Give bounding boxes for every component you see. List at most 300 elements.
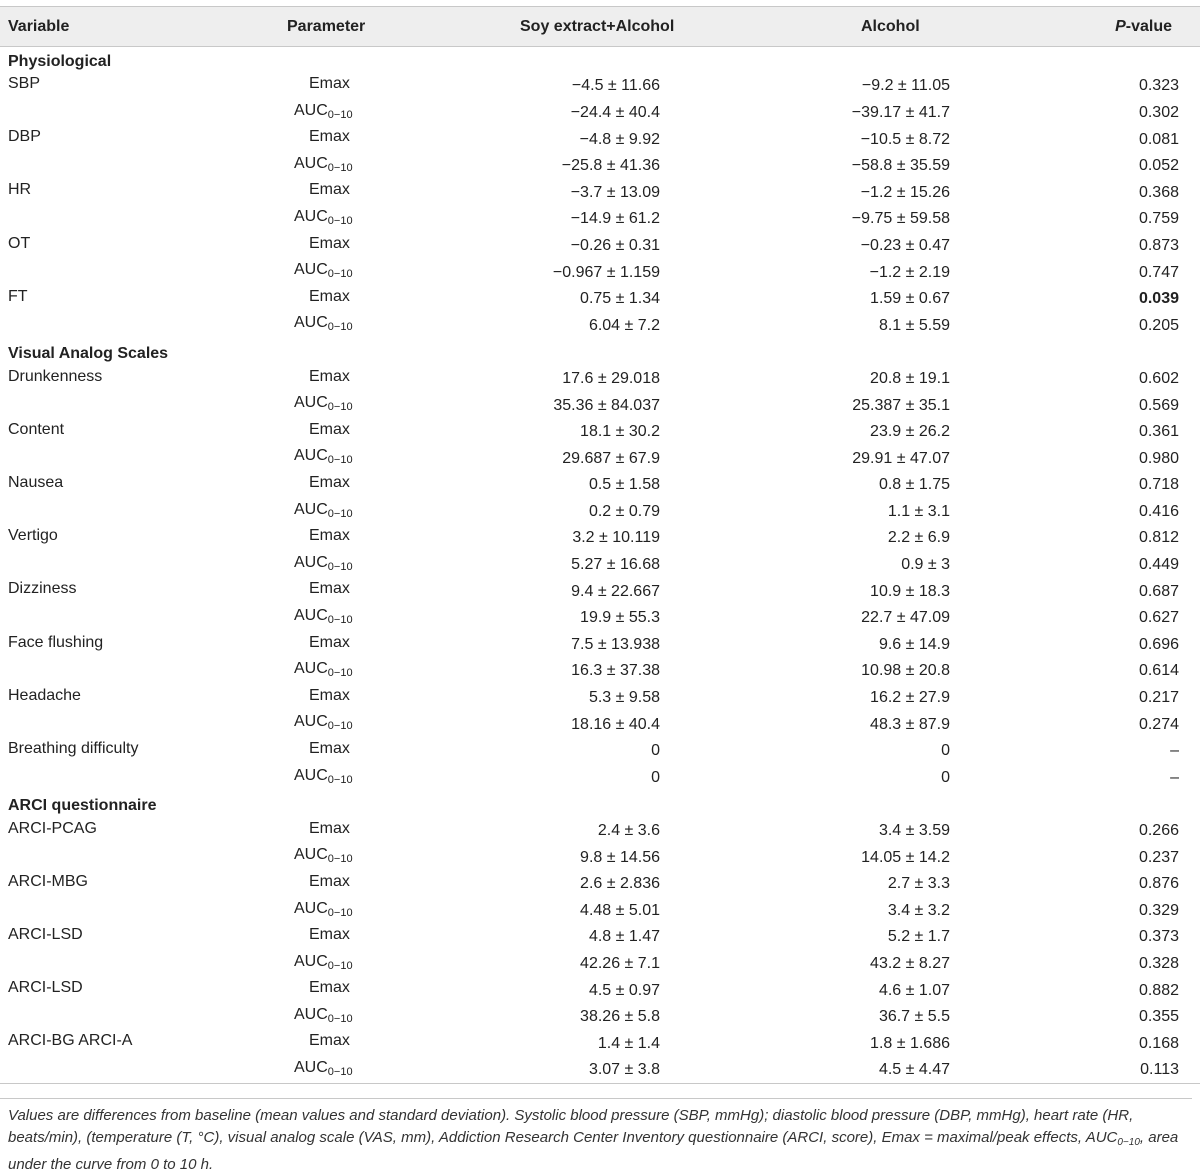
- value-alcohol-text: 29.91 ± 47.07: [852, 449, 950, 467]
- value-soy: [402, 445, 802, 472]
- auc-base: AUC: [294, 394, 328, 412]
- parameter-auc: [262, 499, 402, 526]
- value-alcohol: [802, 499, 1042, 526]
- auc-sub: 0−10: [327, 906, 353, 919]
- table-row: [0, 711, 1200, 738]
- auc-base: AUC: [294, 713, 328, 731]
- variable-empty: [0, 951, 262, 978]
- variable-name: OT: [8, 234, 31, 252]
- parameter-auc: [262, 153, 402, 180]
- section-row: [0, 47, 1200, 74]
- value-soy: [402, 738, 802, 765]
- auc-sub: 0−10: [327, 613, 353, 626]
- value-p: 0.759: [1138, 210, 1179, 228]
- value-soy-text: 35.36 ± 84.037: [553, 396, 660, 414]
- value-soy-text: 4.5 ± 0.97: [588, 981, 660, 999]
- variable-name: Headache: [8, 686, 81, 704]
- value-soy: [402, 73, 802, 100]
- variable-name: SBP: [8, 75, 41, 93]
- value-p: 0.329: [1138, 901, 1179, 919]
- value-p: –: [1170, 742, 1179, 760]
- value-soy: [402, 1057, 802, 1084]
- value-soy-text: −25.8 ± 41.36: [561, 157, 660, 175]
- value-p: 0.687: [1138, 582, 1179, 600]
- table-row: [0, 259, 1200, 286]
- value-soy-text: 3.2 ± 10.119: [572, 529, 660, 547]
- value-p: 0.052: [1138, 157, 1179, 175]
- header-p-rest: -value: [1125, 17, 1172, 35]
- variable-empty: [0, 765, 262, 792]
- value-p: 0.980: [1138, 449, 1179, 467]
- value-alcohol: [802, 126, 1042, 153]
- value-alcohol-text: 9.6 ± 14.9: [878, 635, 950, 653]
- auc-base: AUC: [294, 208, 328, 226]
- auc-base: AUC: [294, 846, 328, 864]
- value-alcohol-text: 25.387 ± 35.1: [852, 396, 950, 414]
- value-alcohol-text: 3.4 ± 3.59: [878, 822, 950, 840]
- value-soy-text: 16.3 ± 37.38: [571, 662, 660, 680]
- value-alcohol: [802, 765, 1042, 792]
- value-p: 0.081: [1138, 130, 1179, 148]
- parameter-auc: [262, 765, 402, 792]
- variable-name: FT: [8, 287, 28, 305]
- value-soy: [402, 259, 802, 286]
- value-alcohol-text: −10.5 ± 8.72: [860, 130, 950, 148]
- value-alcohol-text: 23.9 ± 26.2: [870, 423, 950, 441]
- parameter-emax: Emax: [309, 474, 350, 491]
- value-soy-text: −14.9 ± 61.2: [570, 210, 660, 228]
- value-soy-text: −4.5 ± 11.66: [571, 77, 660, 95]
- variable-name: Vertigo: [8, 527, 58, 545]
- auc-base: AUC: [294, 500, 328, 518]
- value-p: 0.569: [1138, 396, 1179, 414]
- header-variable: Variable: [0, 7, 262, 47]
- value-alcohol-text: 36.7 ± 5.5: [878, 1008, 950, 1026]
- variable-empty: [0, 1004, 262, 1031]
- auc-base: AUC: [294, 952, 328, 970]
- table-row: [0, 924, 1200, 951]
- value-alcohol-text: 0.9 ± 3: [901, 556, 950, 574]
- value-alcohol-text: 1.1 ± 3.1: [887, 502, 950, 520]
- value-p: 0.876: [1138, 875, 1179, 893]
- section-row: [0, 339, 1200, 366]
- table-row: [0, 898, 1200, 925]
- footnote-auc: [1086, 1129, 1140, 1146]
- value-alcohol-text: 22.7 ± 47.09: [861, 609, 950, 627]
- parameter-auc: [262, 1004, 402, 1031]
- parameter-auc: [262, 951, 402, 978]
- parameter-emax: Emax: [309, 872, 350, 890]
- value-alcohol: [802, 179, 1042, 206]
- table-row: [0, 73, 1200, 100]
- value-soy-text: 29.687 ± 67.9: [562, 449, 660, 467]
- parameter-emax: Emax: [309, 979, 350, 997]
- parameter-auc: [262, 100, 402, 127]
- auc-base: AUC: [294, 606, 328, 624]
- value-soy: [402, 632, 802, 659]
- value-p: 0.449: [1138, 556, 1179, 574]
- value-soy-text: −24.4 ± 40.4: [570, 103, 660, 121]
- table-row: [0, 153, 1200, 180]
- auc-sub: 0−10: [327, 268, 353, 281]
- table-row: [0, 578, 1200, 605]
- variable-name: HR: [8, 181, 32, 199]
- parameter-emax: Emax: [309, 819, 350, 837]
- value-alcohol: [802, 711, 1042, 738]
- auc-base: AUC: [294, 101, 328, 119]
- value-soy-text: 6.04 ± 7.2: [588, 316, 660, 334]
- value-soy: [402, 658, 802, 685]
- value-alcohol: [802, 898, 1042, 925]
- value-alcohol: [802, 1030, 1042, 1057]
- value-alcohol: [802, 605, 1042, 632]
- value-soy-text: 7.5 ± 13.938: [571, 635, 660, 653]
- table-row: [0, 1004, 1200, 1031]
- auc-sub: 0−10: [327, 321, 353, 334]
- value-p: 0.416: [1138, 502, 1179, 520]
- parameter-auc: [262, 844, 402, 871]
- value-alcohol-text: 8.1 ± 5.59: [878, 316, 950, 334]
- value-alcohol-text: −9.75 ± 59.58: [851, 210, 950, 228]
- table-row: [0, 765, 1200, 792]
- parameter-auc: [262, 1057, 402, 1084]
- variable-empty: [0, 552, 262, 579]
- value-alcohol-text: 2.7 ± 3.3: [887, 875, 950, 893]
- value-p: 0.205: [1138, 316, 1179, 334]
- table-body: [0, 47, 1200, 1084]
- value-p: 0.696: [1138, 635, 1179, 653]
- value-alcohol: [802, 1057, 1042, 1084]
- value-alcohol: [802, 844, 1042, 871]
- value-soy: [402, 578, 802, 605]
- value-p: 0.718: [1138, 476, 1179, 494]
- value-p: 0.373: [1138, 928, 1179, 946]
- value-soy: [402, 499, 802, 526]
- value-alcohol-text: −9.2 ± 11.05: [861, 77, 950, 95]
- table-row: [0, 738, 1200, 765]
- section-row: [0, 791, 1200, 818]
- value-alcohol: [802, 100, 1042, 127]
- auc-sub: 0−10: [327, 108, 353, 121]
- value-p: 0.323: [1138, 77, 1179, 95]
- parameter-emax: Emax: [309, 234, 350, 252]
- parameter-emax: Emax: [309, 420, 350, 438]
- parameter-emax: Emax: [309, 75, 350, 93]
- value-p: 0.627: [1138, 609, 1179, 627]
- value-p: 0.274: [1138, 715, 1179, 733]
- parameter-emax: Emax: [309, 181, 350, 199]
- value-alcohol-text: 14.05 ± 14.2: [861, 848, 950, 866]
- value-soy-text: 18.16 ± 40.4: [571, 715, 660, 733]
- table-row: [0, 685, 1200, 712]
- auc-base: AUC: [294, 314, 328, 332]
- value-alcohol-text: −39.17 ± 41.7: [851, 103, 950, 121]
- value-alcohol: [802, 977, 1042, 1004]
- value-p: 0.882: [1138, 981, 1179, 999]
- auc-sub: 0−10: [327, 720, 353, 733]
- value-alcohol-text: 5.2 ± 1.7: [887, 928, 950, 946]
- variable-empty: [0, 312, 262, 339]
- variable-name: ARCI-BG ARCI-A: [8, 1032, 133, 1050]
- table-row: [0, 366, 1200, 393]
- value-soy-text: −0.967 ± 1.159: [552, 263, 660, 281]
- value-soy: [402, 1004, 802, 1031]
- value-soy-text: 5.27 ± 16.68: [571, 556, 660, 574]
- auc-sub: 0−10: [327, 773, 353, 786]
- value-p: 0.812: [1138, 529, 1179, 547]
- variable-empty: [0, 658, 262, 685]
- parameter-auc: [262, 445, 402, 472]
- value-alcohol: [802, 233, 1042, 260]
- value-p: 0.368: [1138, 183, 1179, 201]
- value-alcohol: [802, 312, 1042, 339]
- value-soy-text: 2.6 ± 2.836: [580, 875, 660, 893]
- parameter-emax: Emax: [309, 739, 350, 757]
- value-soy: [402, 233, 802, 260]
- parameter-auc: [262, 658, 402, 685]
- variable-empty: [0, 153, 262, 180]
- value-soy: [402, 100, 802, 127]
- footnote-auc-sub: 0−10: [1117, 1137, 1140, 1148]
- value-soy: [402, 898, 802, 925]
- table-row: [0, 871, 1200, 898]
- value-p: 0.355: [1138, 1008, 1179, 1026]
- auc-base: AUC: [294, 899, 328, 917]
- auc-sub: 0−10: [327, 454, 353, 467]
- value-alcohol: [802, 286, 1042, 313]
- value-alcohol: [802, 552, 1042, 579]
- footnote-text-2: , area under the curve from 0 to 10 h.: [8, 1129, 1179, 1173]
- value-alcohol: [802, 951, 1042, 978]
- table-row: [0, 605, 1200, 632]
- header-alcohol: Alcohol: [802, 7, 1042, 47]
- value-soy-text: 0.75 ± 1.34: [580, 290, 660, 308]
- value-alcohol: [802, 632, 1042, 659]
- value-alcohol: [802, 871, 1042, 898]
- table-row: [0, 126, 1200, 153]
- value-alcohol-text: 48.3 ± 87.9: [870, 715, 950, 733]
- parameter-auc: [262, 206, 402, 233]
- parameter-emax: Emax: [309, 633, 350, 651]
- value-p: 0.039: [1138, 290, 1179, 308]
- auc-sub: 0−10: [327, 853, 353, 866]
- variable-name: Dizziness: [8, 580, 77, 598]
- value-soy-text: −3.7 ± 13.09: [570, 183, 660, 201]
- value-soy: [402, 472, 802, 499]
- value-alcohol-text: 16.2 ± 27.9: [870, 689, 950, 707]
- variable-empty: [0, 605, 262, 632]
- header-p-italic: P: [1115, 17, 1126, 35]
- value-alcohol-text: 20.8 ± 19.1: [870, 369, 950, 387]
- value-soy-text: 0: [651, 768, 660, 786]
- table-row: [0, 1057, 1200, 1084]
- value-alcohol-text: 0.8 ± 1.75: [878, 476, 950, 494]
- parameter-emax: Emax: [309, 367, 350, 385]
- value-p: 0.217: [1138, 689, 1179, 707]
- table-row: [0, 472, 1200, 499]
- value-soy: [402, 552, 802, 579]
- value-soy-text: 0.5 ± 1.58: [588, 476, 660, 494]
- variable-name: Nausea: [8, 474, 64, 491]
- value-soy: [402, 179, 802, 206]
- table-row: [0, 419, 1200, 446]
- auc-sub: 0−10: [327, 667, 353, 680]
- value-soy: [402, 286, 802, 313]
- value-soy-text: 9.4 ± 22.667: [571, 582, 660, 600]
- value-alcohol: [802, 658, 1042, 685]
- parameter-auc: [262, 898, 402, 925]
- value-soy: [402, 419, 802, 446]
- table-row: [0, 658, 1200, 685]
- value-soy-text: 0: [651, 742, 660, 760]
- value-p: 0.237: [1138, 848, 1179, 866]
- value-soy-text: 19.9 ± 55.3: [580, 609, 660, 627]
- parameter-auc: [262, 605, 402, 632]
- value-soy: [402, 871, 802, 898]
- table-row: [0, 392, 1200, 419]
- variable-name: ARCI-LSD: [8, 979, 83, 997]
- table-row: [0, 951, 1200, 978]
- value-alcohol-text: −1.2 ± 15.26: [860, 183, 950, 201]
- auc-sub: 0−10: [327, 215, 353, 228]
- table-row: [0, 286, 1200, 313]
- parameter-auc: [262, 711, 402, 738]
- variable-name: DBP: [8, 128, 41, 146]
- auc-base: AUC: [294, 1005, 328, 1023]
- value-soy: [402, 525, 802, 552]
- parameter-emax: Emax: [309, 128, 350, 146]
- value-alcohol-text: 0: [941, 768, 950, 786]
- parameter-emax: Emax: [309, 926, 350, 944]
- value-alcohol-text: 4.6 ± 1.07: [878, 981, 950, 999]
- value-alcohol: [802, 472, 1042, 499]
- value-soy-text: −0.26 ± 0.31: [570, 236, 660, 254]
- value-alcohol-text: 1.59 ± 0.67: [870, 290, 950, 308]
- table-row: [0, 499, 1200, 526]
- value-p: 0.328: [1138, 954, 1179, 972]
- auc-sub: 0−10: [327, 1012, 353, 1025]
- table-row: [0, 312, 1200, 339]
- table-row: [0, 818, 1200, 845]
- footnote-text-1: Values are differences from baseline (mean values and standard deviation). Systolic blood pressure (SBP, mmHg); diastolic blood pressure (DBP, mmHg), heart rate (HR, beats/min), (temperature (T, °C), visual analog scale (VAS, mm), Addiction Research Center Inventory questionnaire (ARCI, score), Emax = maximal/peak effects,: [8, 1107, 1134, 1146]
- auc-sub: 0−10: [327, 1066, 353, 1079]
- value-alcohol: [802, 525, 1042, 552]
- header-p-value: [1042, 7, 1200, 47]
- value-alcohol: [802, 206, 1042, 233]
- value-alcohol-text: 2.2 ± 6.9: [887, 529, 950, 547]
- variable-empty: [0, 711, 262, 738]
- variable-empty: [0, 1057, 262, 1084]
- value-soy: [402, 312, 802, 339]
- value-alcohol-text: 4.5 ± 4.47: [878, 1061, 950, 1079]
- auc-base: AUC: [294, 447, 328, 465]
- value-alcohol-text: −0.23 ± 0.47: [860, 236, 950, 254]
- value-alcohol-text: 43.2 ± 8.27: [870, 954, 950, 972]
- value-alcohol: [802, 738, 1042, 765]
- value-p: 0.873: [1138, 236, 1179, 254]
- table-row: [0, 632, 1200, 659]
- table-row: [0, 1030, 1200, 1057]
- value-soy-text: 3.07 ± 3.8: [588, 1061, 660, 1079]
- header-parameter: Parameter: [262, 7, 402, 47]
- value-alcohol-text: 3.4 ± 3.2: [887, 901, 950, 919]
- value-p: 0.266: [1138, 822, 1179, 840]
- table-row: [0, 525, 1200, 552]
- auc-sub: 0−10: [327, 401, 353, 414]
- value-soy: [402, 977, 802, 1004]
- value-soy: [402, 711, 802, 738]
- value-p: 0.747: [1138, 263, 1179, 281]
- value-soy-text: 17.6 ± 29.018: [562, 369, 660, 387]
- parameter-auc: [262, 392, 402, 419]
- value-soy: [402, 685, 802, 712]
- variable-empty: [0, 445, 262, 472]
- auc-base: AUC: [294, 261, 328, 279]
- value-p: 0.168: [1138, 1034, 1179, 1052]
- value-soy: [402, 765, 802, 792]
- value-alcohol-text: 0: [941, 742, 950, 760]
- value-soy-text: 2.4 ± 3.6: [597, 822, 660, 840]
- value-alcohol: [802, 419, 1042, 446]
- value-soy-text: −4.8 ± 9.92: [579, 130, 660, 148]
- value-soy: [402, 1030, 802, 1057]
- parameter-auc: [262, 259, 402, 286]
- auc-base: AUC: [294, 660, 328, 678]
- value-alcohol: [802, 924, 1042, 951]
- table-row: [0, 552, 1200, 579]
- variable-empty: [0, 259, 262, 286]
- value-p: 0.302: [1138, 103, 1179, 121]
- parameter-auc: [262, 552, 402, 579]
- value-soy-text: 9.8 ± 14.56: [580, 848, 660, 866]
- value-soy-text: 4.48 ± 5.01: [580, 901, 660, 919]
- value-soy: [402, 153, 802, 180]
- section-title: ARCI questionnaire: [8, 796, 157, 814]
- value-p: 0.361: [1138, 423, 1179, 441]
- value-alcohol: [802, 259, 1042, 286]
- value-soy: [402, 605, 802, 632]
- auc-base: AUC: [294, 1059, 328, 1077]
- value-alcohol-text: 10.98 ± 20.8: [861, 662, 950, 680]
- variable-name: Drunkenness: [8, 367, 103, 385]
- value-alcohol-text: −58.8 ± 35.59: [851, 157, 950, 175]
- value-alcohol: [802, 578, 1042, 605]
- value-soy-text: 4.8 ± 1.47: [588, 928, 660, 946]
- value-alcohol: [802, 392, 1042, 419]
- value-p: 0.614: [1138, 662, 1179, 680]
- value-soy-text: 38.26 ± 5.8: [580, 1008, 660, 1026]
- value-alcohol-text: 10.9 ± 18.3: [870, 582, 950, 600]
- auc-sub: 0−10: [327, 161, 353, 174]
- value-p: 0.602: [1138, 369, 1179, 387]
- value-soy-text: 42.26 ± 7.1: [580, 954, 660, 972]
- value-soy-text: 1.4 ± 1.4: [597, 1034, 660, 1052]
- parameter-emax: Emax: [309, 686, 350, 704]
- value-soy: [402, 126, 802, 153]
- table-row: [0, 844, 1200, 871]
- value-alcohol: [802, 685, 1042, 712]
- section-title: Visual Analog Scales: [8, 344, 169, 362]
- auc-base: AUC: [294, 553, 328, 571]
- variable-name: Face flushing: [8, 633, 104, 651]
- table-footnote: [0, 1098, 1192, 1176]
- value-soy: [402, 924, 802, 951]
- variable-name: ARCI-LSD: [8, 926, 83, 944]
- table-header-row: [0, 7, 1200, 47]
- value-alcohol-text: 1.8 ± 1.686: [870, 1034, 950, 1052]
- value-soy: [402, 206, 802, 233]
- value-soy: [402, 392, 802, 419]
